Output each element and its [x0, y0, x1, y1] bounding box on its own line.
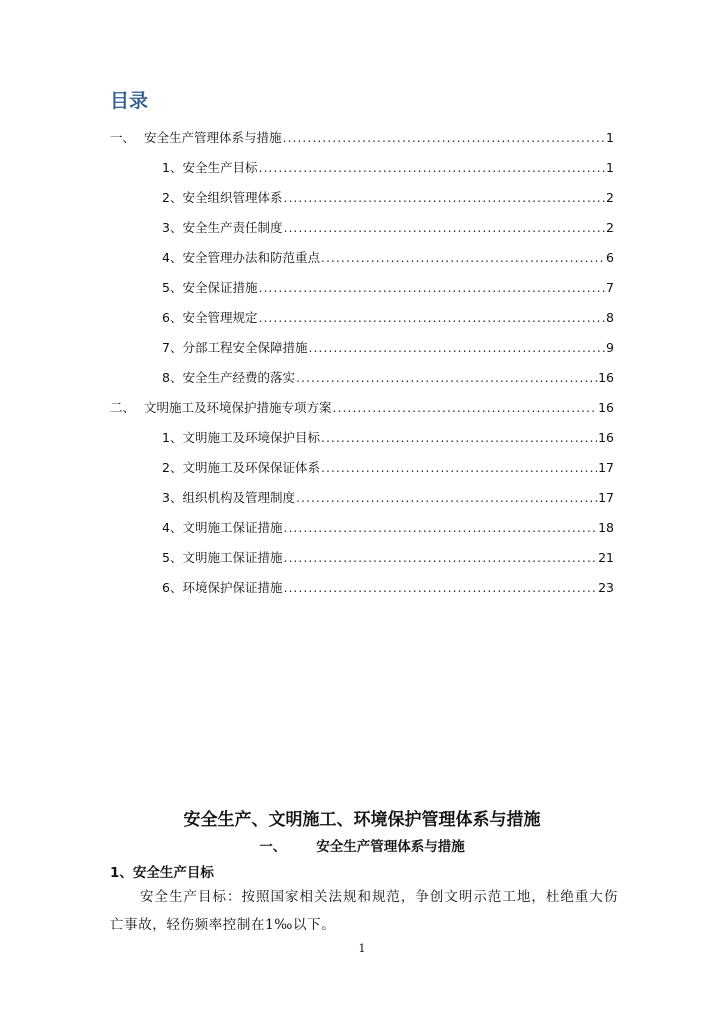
toc-leader-dots: [283, 578, 597, 598]
toc-entry[interactable]: [162, 368, 614, 388]
toc-leader-dots: [283, 188, 605, 208]
toc-entry-title: 7、分部工程安全保障措施: [162, 340, 308, 355]
toc-entry-page: 23: [598, 580, 614, 595]
toc-entry-page: 17: [598, 460, 614, 475]
toc-title: 目录: [110, 90, 149, 112]
toc-entry-number: 二、: [110, 400, 136, 415]
toc-entry[interactable]: [162, 278, 614, 298]
page-number: 1: [358, 942, 366, 955]
toc-entry-title: 5、安全保证措施: [162, 280, 258, 295]
toc-entry-title: 2、安全组织管理体系: [162, 190, 283, 205]
toc-leader-dots: [333, 398, 598, 418]
toc-entry-title: 2、文明施工及环保保证体系: [162, 460, 320, 475]
toc-entry-page: 18: [598, 520, 614, 535]
toc-entry-title: 4、文明施工保证措施: [162, 520, 283, 535]
toc-entry[interactable]: [162, 488, 614, 508]
toc-leader-dots: [258, 308, 605, 328]
toc-entry-title: 4、安全管理办法和防范重点: [162, 250, 320, 265]
toc-entry-title: 文明施工及环境保护措施专项方案: [144, 400, 332, 415]
toc-leader-dots: [258, 278, 605, 298]
toc-entry-number: 一、: [110, 130, 136, 145]
toc-leader-dots: [283, 518, 597, 538]
toc-leader-dots: [308, 338, 605, 358]
toc-entry[interactable]: [162, 338, 614, 358]
toc-entry-page: 1: [606, 130, 614, 145]
section-number: 一、: [259, 839, 287, 855]
toc-entry[interactable]: [162, 548, 614, 568]
toc-entry-title: 1、文明施工及环境保护目标: [162, 430, 320, 445]
toc-entry-title: 5、文明施工保证措施: [162, 550, 283, 565]
toc-entry-page: 2: [606, 190, 614, 205]
toc-entry-page: 1: [606, 160, 614, 175]
toc-entry-title: 6、环境保护保证措施: [162, 580, 283, 595]
toc-entry-page: 16: [598, 370, 614, 385]
toc-entry[interactable]: [162, 518, 614, 538]
toc-leader-dots: [258, 158, 605, 178]
toc-entry-page: 7: [606, 280, 614, 295]
toc-entry[interactable]: [162, 218, 614, 238]
toc-entry-page: 9: [606, 340, 614, 355]
toc-leader-dots: [321, 458, 597, 478]
toc-leader-dots: [283, 128, 606, 148]
toc-entry[interactable]: [162, 188, 614, 208]
toc-leader-dots: [296, 368, 597, 388]
toc-entry-title: 3、组织机构及管理制度: [162, 490, 295, 505]
toc-entry-page: 16: [598, 400, 614, 415]
toc-entry-page: 16: [598, 430, 614, 445]
document-title: 安全生产、文明施工、环境保护管理体系与措施: [183, 810, 541, 830]
toc-entry-title: 1、安全生产目标: [162, 160, 258, 175]
toc-entry-title: 安全生产管理体系与措施: [144, 130, 282, 145]
toc-entry[interactable]: [110, 398, 614, 418]
toc-entry-page: 21: [598, 550, 614, 565]
toc-entry-page: 2: [606, 220, 614, 235]
toc-entry[interactable]: [162, 578, 614, 598]
toc-entry-title: 3、安全生产责任制度: [162, 220, 283, 235]
toc-entry[interactable]: [162, 428, 614, 448]
toc-entry-page: 17: [598, 490, 614, 505]
toc-leader-dots: [283, 548, 597, 568]
toc-leader-dots: [296, 488, 597, 508]
toc-entry[interactable]: [162, 248, 614, 268]
toc-entry[interactable]: [110, 128, 614, 148]
toc-leader-dots: [321, 428, 597, 448]
toc-entry[interactable]: [162, 308, 614, 328]
toc-entry-page: 6: [606, 250, 614, 265]
body-paragraph: 安全生产目标：按照国家相关法规和规范，争创文明示范工地，杜绝重大伤亡事故，轻伤频率控制在1‰以下。: [110, 889, 618, 933]
section-heading: [0, 835, 724, 855]
toc-entry[interactable]: [162, 158, 614, 178]
toc-leader-dots: [321, 248, 605, 268]
subsection-heading: 1、安全生产目标: [110, 865, 214, 881]
toc-entry-title: 6、安全管理规定: [162, 310, 258, 325]
toc-entry[interactable]: [162, 458, 614, 478]
toc-leader-dots: [283, 218, 605, 238]
toc-entry-title: 8、安全生产经费的落实: [162, 370, 295, 385]
section-title: 安全生产管理体系与措施: [316, 839, 465, 855]
toc-entry-page: 8: [606, 310, 614, 325]
